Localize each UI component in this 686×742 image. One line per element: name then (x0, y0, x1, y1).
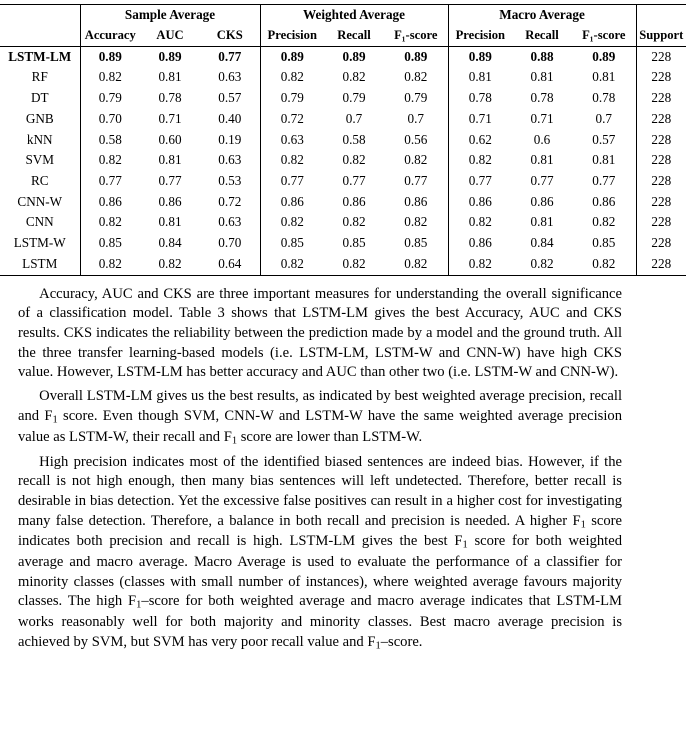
cell-macro-precision: 0.82 (448, 254, 512, 275)
cell-support: 228 (651, 214, 672, 230)
cell-macro-precision: 0.81 (468, 69, 492, 85)
cell-macro-recall: 0.86 (530, 193, 554, 209)
table-row (0, 150, 686, 171)
group-header-support-blank (636, 5, 686, 26)
col-macro-recall: Recall (512, 26, 572, 46)
cell-support: 228 (651, 48, 672, 64)
table-row (0, 254, 686, 275)
cell-cks: 0.57 (200, 88, 260, 109)
cell-weighted-f1: 0.82 (384, 254, 448, 275)
paragraph-3-text-e: –score. (380, 633, 423, 650)
col-weighted-f1: F₁-score (384, 26, 448, 46)
cell-macro-precision: 0.71 (468, 110, 492, 126)
table-row (0, 171, 686, 192)
cell-macro-f1: 0.7 (572, 109, 636, 130)
cell-support: 228 (651, 173, 672, 189)
row-label-gnb: GNB (25, 110, 54, 126)
cell-auc: 0.71 (158, 110, 182, 126)
cell-accuracy: 0.82 (80, 254, 140, 275)
table-row (0, 46, 686, 67)
cell-weighted-recall: 0.58 (342, 131, 366, 147)
table-row (0, 192, 686, 213)
cell-support: 228 (636, 254, 686, 275)
col-macro-precision: Precision (448, 26, 512, 46)
col-weighted-recall: Recall (324, 26, 384, 46)
cell-accuracy: 0.89 (80, 46, 140, 67)
cell-cks: 0.53 (200, 171, 260, 192)
paragraph-3-text-b: score indicates both precision and recall is high. LSTM-LM gives the best F (18, 512, 622, 550)
group-header-weighted-average: Weighted Average (260, 5, 448, 26)
paragraph-2-sub-2: 1 (231, 435, 238, 447)
cell-weighted-recall: 0.82 (342, 152, 366, 168)
cell-accuracy: 0.79 (80, 88, 140, 109)
cell-macro-precision: 0.82 (468, 152, 492, 168)
cell-accuracy: 0.82 (80, 67, 140, 88)
cell-macro-recall: 0.88 (530, 48, 554, 64)
row-label-rc: RC (30, 173, 49, 189)
table-row (0, 212, 686, 233)
cell-support: 228 (651, 193, 672, 209)
cell-macro-f1: 0.77 (572, 171, 636, 192)
cell-weighted-f1: 0.85 (384, 233, 448, 254)
paragraph-2-text-b: score. Even though SVM, CNN-W and LSTM-W have the same weighted average precision value as LSTM-W, their recall and F (18, 407, 622, 445)
cell-weighted-recall: 0.85 (342, 235, 366, 251)
cell-accuracy: 0.82 (80, 150, 140, 171)
cell-macro-f1: 0.81 (572, 150, 636, 171)
col-support: Support (636, 26, 686, 46)
table-row (0, 130, 686, 151)
cell-weighted-f1: 0.77 (384, 171, 448, 192)
cell-support: 228 (651, 235, 672, 251)
cell-weighted-f1: 0.89 (384, 46, 448, 67)
cell-weighted-precision: 0.79 (280, 90, 304, 106)
results-table (0, 4, 686, 276)
cell-cks: 0.63 (200, 150, 260, 171)
cell-macro-recall: 0.81 (530, 69, 554, 85)
paragraph-1 (18, 285, 622, 383)
cell-weighted-f1: 0.82 (384, 150, 448, 171)
cell-weighted-recall: 0.82 (342, 69, 366, 85)
cell-accuracy: 0.58 (80, 130, 140, 151)
paragraph-2-sub-1: 1 (52, 414, 58, 426)
cell-macro-recall: 0.81 (530, 214, 554, 230)
cell-macro-f1: 0.78 (572, 88, 636, 109)
table-row (0, 233, 686, 254)
row-label-lstm: LSTM (0, 254, 80, 275)
cell-macro-recall: 0.81 (530, 152, 554, 168)
cell-macro-recall: 0.6 (533, 131, 551, 147)
cell-weighted-recall: 0.82 (324, 254, 384, 275)
table-row (0, 109, 686, 130)
group-header-macro-average: Macro Average (448, 5, 636, 26)
paragraph-3-text-a: High precision indicates most of the identified biased sentences are indeed bias. However, if the recall is not high enough, then many bias sentences will left undetected. Therefore, better recall is desirable in bias detection. Yet the excessive false positives can result in a higher cost for investigating many false detection. Therefore, a balance in both recall and precision is needed. A higher F (18, 453, 622, 529)
cell-accuracy: 0.86 (80, 192, 140, 213)
cell-weighted-f1: 0.79 (384, 88, 448, 109)
cell-macro-recall: 0.84 (530, 235, 554, 251)
cell-accuracy: 0.85 (80, 233, 140, 254)
table-sub-header-row (0, 26, 686, 46)
cell-weighted-precision: 0.82 (280, 69, 304, 85)
row-label-rf: RF (31, 69, 48, 85)
cell-support: 228 (651, 69, 672, 85)
cell-auc: 0.60 (158, 131, 182, 147)
cell-macro-recall: 0.82 (512, 254, 572, 275)
cell-auc: 0.84 (158, 235, 182, 251)
col-auc: AUC (140, 26, 200, 46)
cell-macro-f1: 0.82 (572, 254, 636, 275)
cell-cks: 0.63 (200, 212, 260, 233)
cell-macro-precision: 0.89 (468, 48, 492, 64)
cell-cks: 0.77 (200, 46, 260, 67)
cell-macro-f1: 0.82 (572, 212, 636, 233)
cell-accuracy: 0.77 (80, 171, 140, 192)
paragraph-3-text-d: –score for both weighted average and macro average indicates that LSTM-LM works reasonably well for both majority and minority classes. Best macro average precision is achieved by SVM, but SVM has very poor recall value and F (18, 593, 622, 650)
col-cks: CKS (200, 26, 260, 46)
cell-weighted-precision: 0.86 (280, 193, 304, 209)
cell-weighted-f1: 0.82 (384, 67, 448, 88)
cell-accuracy: 0.82 (80, 212, 140, 233)
paragraph-2-text-a: Overall LSTM-LM gives us the best results, as indicated by best weighted average precision, recall and F (18, 388, 622, 424)
paragraph-3-sub-3: 1 (136, 600, 142, 611)
cell-auc: 0.86 (158, 193, 182, 209)
table-row (0, 88, 686, 109)
col-weighted-precision: Precision (260, 26, 324, 46)
cell-weighted-recall: 0.82 (342, 214, 366, 230)
cell-macro-f1: 0.85 (572, 233, 636, 254)
table-body (0, 46, 686, 275)
table-group-header-row (0, 5, 686, 26)
cell-cks: 0.70 (200, 233, 260, 254)
paragraph-3-text-c: score for both weighted average and macro average. Macro Average is used to evaluate the performance of a classifier for minority classes (classes with small number of instances), where weighted average favours majority classes. The high F (18, 533, 623, 610)
cell-support: 228 (651, 131, 672, 147)
cell-weighted-f1: 0.86 (384, 192, 448, 213)
cell-macro-precision: 0.62 (468, 131, 492, 147)
row-label-dt: DT (30, 90, 49, 106)
cell-macro-precision: 0.86 (468, 235, 492, 251)
cell-weighted-recall: 0.79 (342, 90, 366, 106)
row-label-lstm-lm: LSTM-LM (8, 48, 72, 64)
paragraph-3-sub-1: 1 (580, 519, 586, 531)
cell-cks: 0.64 (200, 254, 260, 275)
cell-auc: 0.89 (158, 48, 182, 64)
cell-weighted-precision: 0.77 (280, 173, 304, 189)
cell-cks: 0.19 (200, 130, 260, 151)
cell-weighted-precision: 0.82 (280, 152, 304, 168)
cell-weighted-recall: 0.89 (342, 48, 366, 64)
row-label-cnn-w: CNN-W (17, 193, 63, 209)
group-header-blank (0, 5, 80, 26)
body-text (18, 285, 622, 654)
cell-support: 228 (651, 110, 672, 126)
cell-auc: 0.77 (158, 173, 182, 189)
cell-cks: 0.40 (200, 109, 260, 130)
cell-macro-precision: 0.86 (468, 193, 492, 209)
group-header-sample-average: Sample Average (80, 5, 260, 26)
paragraph-2 (18, 387, 622, 448)
cell-weighted-recall: 0.86 (342, 193, 366, 209)
paragraph-3 (18, 453, 622, 654)
cell-weighted-precision: 0.63 (280, 131, 304, 147)
cell-cks: 0.72 (200, 192, 260, 213)
row-label-svm: SVM (25, 152, 55, 168)
row-label-cnn: CNN (25, 214, 54, 230)
cell-weighted-f1: 0.56 (384, 130, 448, 151)
cell-weighted-precision: 0.89 (280, 48, 304, 64)
cell-accuracy: 0.70 (80, 109, 140, 130)
cell-support: 228 (651, 152, 672, 168)
cell-support: 228 (651, 90, 672, 106)
cell-weighted-precision: 0.72 (280, 110, 304, 126)
cell-macro-recall: 0.78 (530, 90, 554, 106)
cell-weighted-f1: 0.7 (384, 109, 448, 130)
cell-macro-precision: 0.77 (468, 173, 492, 189)
paragraph-2-text-c: score are lower than LSTM-W. (237, 428, 423, 445)
paragraph-3-sub-2: 1 (462, 539, 468, 551)
cell-macro-f1: 0.86 (572, 192, 636, 213)
cell-macro-precision: 0.78 (468, 90, 492, 106)
cell-cks: 0.63 (200, 67, 260, 88)
cell-weighted-f1: 0.82 (384, 212, 448, 233)
cell-auc: 0.78 (158, 90, 182, 106)
cell-weighted-precision: 0.82 (260, 254, 324, 275)
row-label-knn: kNN (26, 131, 53, 147)
paragraph-1-text: Accuracy, AUC and CKS are three important measures for understanding the overall significance of a classification model. Table 3 shows that LSTM-LM gives the best Accuracy, AUC and CKS results. CKS indicates the reliability between the prediction made by a model and the ground truth. All the three transfer learning-based models (i.e. LSTM-LM, LSTM-W and CNN-W) have high CKS value. However, LSTM-LM has better accuracy and AUC than other two (i.e. LSTM-W and CNN-W). (18, 285, 622, 381)
cell-macro-f1: 0.89 (572, 46, 636, 67)
row-label-lstm-w: LSTM-W (13, 235, 66, 251)
cell-weighted-precision: 0.85 (280, 235, 304, 251)
cell-weighted-recall: 0.77 (342, 173, 366, 189)
cell-auc: 0.81 (158, 69, 182, 85)
cell-auc: 0.81 (158, 152, 182, 168)
col-accuracy: Accuracy (80, 26, 140, 46)
cell-macro-f1: 0.81 (572, 67, 636, 88)
col-macro-f1: F₁-score (572, 26, 636, 46)
paragraph-3-sub-4: 1 (375, 640, 381, 652)
cell-auc: 0.81 (158, 214, 182, 230)
cell-macro-f1: 0.57 (572, 130, 636, 151)
cell-auc: 0.82 (140, 254, 200, 275)
cell-macro-recall: 0.77 (530, 173, 554, 189)
cell-weighted-recall: 0.7 (345, 110, 363, 126)
sub-header-blank (0, 26, 80, 46)
cell-macro-recall: 0.71 (530, 110, 554, 126)
cell-macro-precision: 0.82 (468, 214, 492, 230)
cell-weighted-precision: 0.82 (280, 214, 304, 230)
table-row (0, 67, 686, 88)
